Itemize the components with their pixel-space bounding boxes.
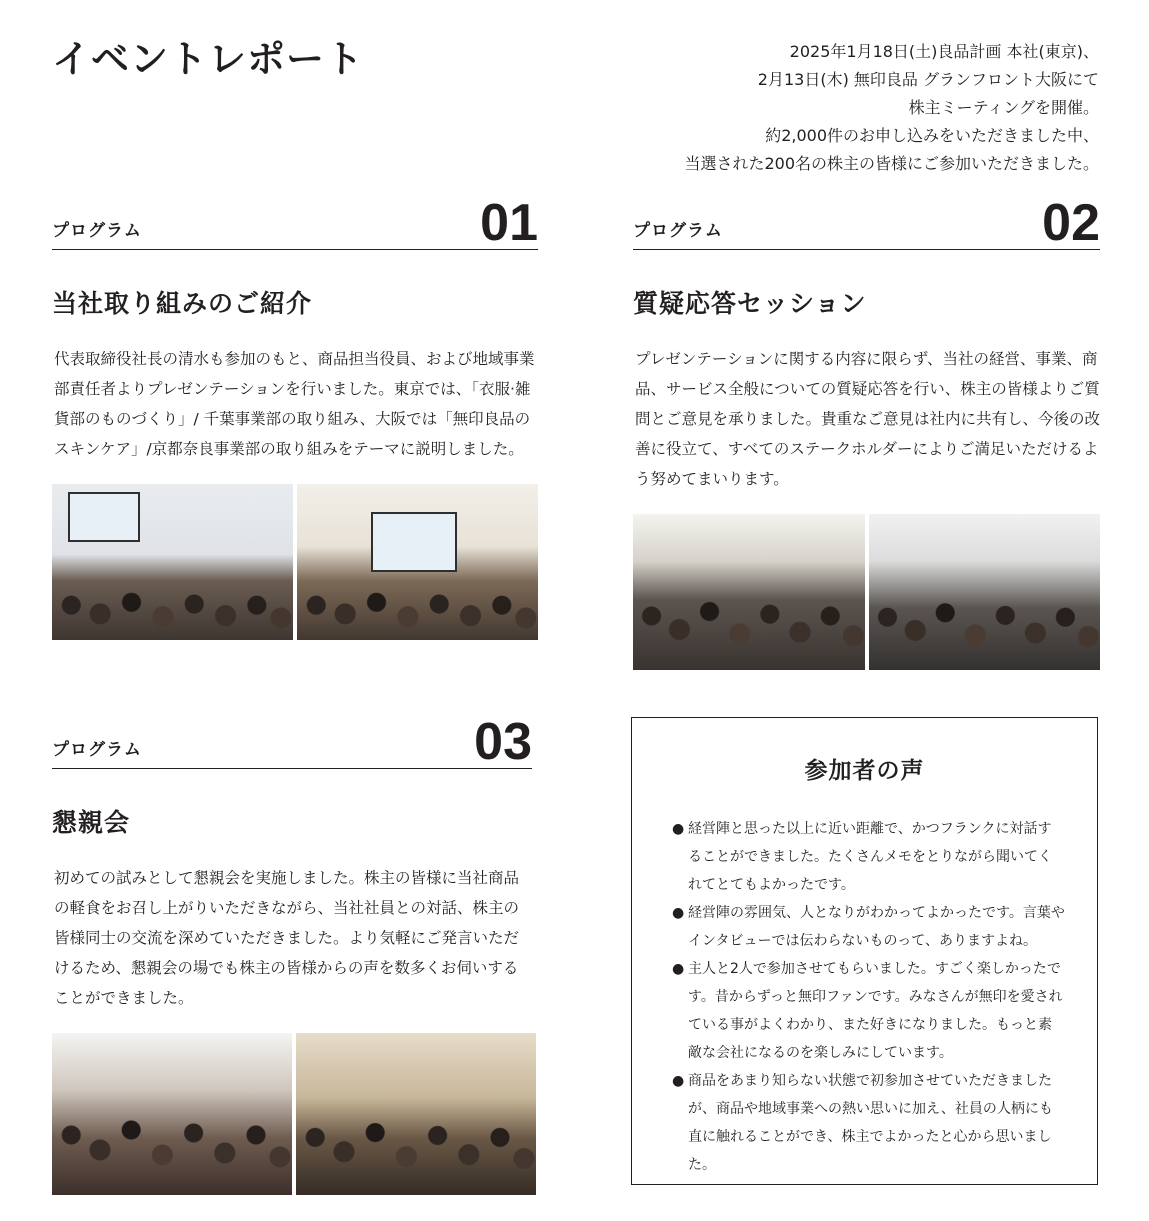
intro-line: 2月13日(木) 無印良品 グランフロント大阪にて [757, 70, 1099, 89]
voice-text: 経営陣と思った以上に近い距離で、かつフランクに対話することができました。たくさんメモをとりながら聞いてくれてとてもよかったです。 [688, 821, 1052, 893]
program-number: 02 [1042, 194, 1100, 252]
list-item [672, 1067, 1065, 1179]
qa-session-photo [869, 514, 1101, 670]
program-02-section [633, 193, 1100, 670]
bullet-icon: ● [672, 961, 685, 977]
social-gathering-photo [52, 1033, 292, 1195]
participant-voices-box [631, 717, 1098, 1185]
page-title: イベントレポート [52, 37, 365, 81]
program-header [52, 193, 538, 250]
participant-voices-title: 参加者の声 [804, 758, 925, 784]
program-number: 03 [474, 713, 532, 771]
event-intro [579, 38, 1099, 178]
program-description: 初めての試みとして懇親会を実施しました。株主の皆様に当社商品の軽食をお召し上がりいただきながら、当社社員との対話、株主の皆様同士の交流を深めていただきました。より気軽にご発言いただけるため、懇親会の場でも株主の皆様からの声を数多くお伺いすることができました。 [54, 869, 520, 1007]
qa-session-photo [633, 514, 865, 670]
program-label: プログラム [52, 740, 142, 760]
program-photos [52, 1033, 536, 1195]
participant-voices-list [632, 815, 1097, 1179]
social-gathering-photo [296, 1033, 536, 1195]
intro-line: 2025年1月18日(土)良品計画 本社(東京)、 [789, 42, 1099, 61]
program-photos [633, 514, 1100, 670]
program-title: 質疑応答セッション [633, 289, 867, 318]
presentation-photo [297, 484, 538, 640]
program-description: 代表取締役社長の清水も参加のもと、商品担当役員、および地域事業部責任者よりプレゼンテーションを行いました。東京では、「衣服·雑貨部のものづくり」/ 千葉事業部の取り組み、大阪では「無印良品のスキンケア」/京都奈良事業部の取り組みをテーマに説明しました。 [54, 350, 535, 458]
program-photos [52, 484, 538, 640]
presentation-photo [52, 484, 293, 640]
voice-text: 商品をあまり知らない状態で初参加させていただきましたが、商品や地域事業への熱い思いに加え、社員の人柄にも直に触れることができ、株主でよかったと心から思いました。 [688, 1073, 1053, 1173]
list-item [672, 955, 1065, 1067]
program-description: プレゼンテーションに関する内容に限らず、当社の経営、事業、商品、サービス全般についての質疑応答を行い、株主の皆様よりご質問とご意見を承りました。貴重なご意見は社内に共有し、今後の改善に役立て、すべてのステークホルダーによりご満足いただけるよう努めてまいります。 [635, 350, 1101, 488]
program-header [52, 712, 532, 769]
bullet-icon: ● [672, 905, 685, 921]
intro-line: 約2,000件のお申し込みをいただきました中、 [765, 126, 1099, 145]
program-01-section [52, 193, 538, 640]
program-header [633, 193, 1100, 250]
list-item [672, 815, 1065, 899]
program-03-section [52, 712, 532, 1195]
bullet-icon: ● [672, 821, 685, 837]
intro-line: 株主ミーティングを開催。 [908, 98, 1099, 117]
program-number: 01 [480, 194, 538, 252]
voice-text: 主人と2人で参加させてもらいました。すごく楽しかったです。昔からずっと無印ファンです。みなさんが無印を愛されている事がよくわかり、また好きになりました。もっと素敵な会社になるのを楽しみにしています。 [688, 961, 1063, 1061]
intro-line: 当選された200名の株主の皆様にご参加いただきました。 [684, 154, 1099, 173]
list-item [672, 899, 1065, 955]
bullet-icon: ● [672, 1073, 685, 1089]
program-title: 懇親会 [52, 808, 131, 837]
program-label: プログラム [52, 221, 142, 241]
voice-text: 経営陣の雰囲気、人となりがわかってよかったです。言葉やインタビューでは伝わらないものって、ありますよね。 [688, 905, 1065, 949]
program-title: 当社取り組みのご紹介 [52, 289, 313, 318]
program-label: プログラム [633, 221, 723, 241]
